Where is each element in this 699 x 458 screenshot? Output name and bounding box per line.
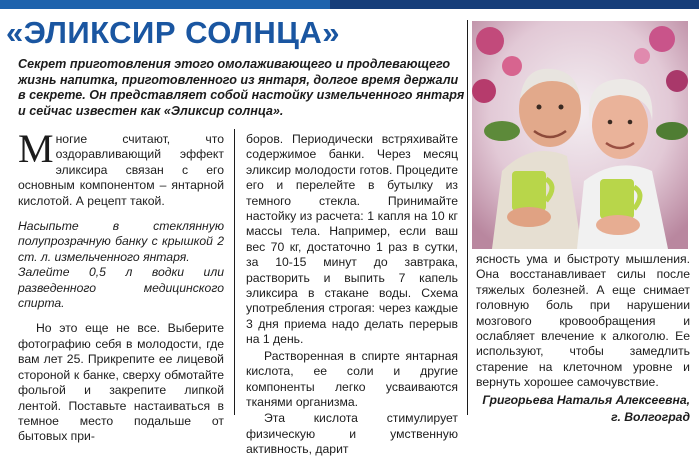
flower-icon bbox=[502, 56, 522, 76]
column-3 bbox=[476, 252, 690, 425]
green-mug-icon bbox=[512, 171, 546, 211]
woman-eye bbox=[628, 120, 633, 125]
flower-icon bbox=[666, 70, 688, 92]
recipe-step-2: Залейте 0,5 л водки или разведенного медицинского спирта. bbox=[18, 265, 224, 311]
column-2-paragraph-2: Растворенная в спирте янтарная кислота, ее соли и другие компоненты легко усваиваются тканями организма. bbox=[246, 348, 458, 409]
recipe-note bbox=[18, 219, 224, 311]
article-title: «ЭЛИКСИР СОЛНЦА» bbox=[6, 15, 340, 50]
elderly-couple-photo bbox=[472, 21, 688, 249]
woman-hand bbox=[596, 215, 640, 235]
top-bar-segment-left bbox=[0, 0, 330, 9]
man-eye bbox=[537, 105, 542, 110]
column-1-paragraph-1-text: ногие считают, что оздоравливающий эффект эликсира связан с его основным компонентом – янтарной кислотой. А рецепт такой. bbox=[18, 132, 224, 208]
photo-illustration bbox=[472, 21, 688, 249]
man-hand bbox=[507, 207, 551, 227]
green-mug-icon bbox=[600, 179, 634, 219]
flower-icon bbox=[634, 48, 650, 64]
top-color-bar bbox=[0, 0, 699, 9]
column-divider-1 bbox=[234, 129, 235, 415]
author-name: Григорьева Наталья Алексеевна, bbox=[482, 392, 690, 407]
column-1 bbox=[18, 126, 224, 445]
author-city: г. Волгоград bbox=[611, 410, 690, 425]
man-eye bbox=[559, 105, 564, 110]
top-bar-segment-right bbox=[330, 0, 699, 9]
flower-icon bbox=[649, 26, 675, 52]
column-1-paragraph-2: Но это еще не все. Выберите фотографию себя в молодости, где вам лет 25. Прикрепите ее лицевой стороной к банке, сверху обмотайте фольгой и закрепите липкой лентой. Поставьте настаиваться в темное место подальше от бытовых при- bbox=[18, 321, 224, 444]
leaf-icon bbox=[484, 121, 520, 141]
column-1-paragraph-1 bbox=[18, 126, 224, 209]
leaf-icon bbox=[656, 122, 688, 140]
recipe-step-1: Насыпьте в стеклянную полупрозрачную банку с крышкой 2 ст. л. измельченного янтаря. bbox=[18, 219, 224, 264]
drop-cap: М bbox=[18, 126, 54, 171]
woman-eye bbox=[608, 120, 613, 125]
column-divider-2 bbox=[467, 20, 468, 415]
column-2-paragraph-3: Эта кислота стимулирует физическую и умственную активность, дарит bbox=[246, 411, 458, 457]
column-3-paragraph-1: ясность ума и быстроту мышления. Она восстанавливает силы после тяжелых болезней. А еще снимает головную боль при нарушении мозгового кровообращения и ослабляет влечение к алкоголю. Ее используют, чтобы замедлить старение на клеточном уровне и вернуть хорошее самочувствие. bbox=[476, 252, 690, 390]
flower-icon bbox=[472, 79, 496, 103]
column-2-paragraph-1: боров. Периодически встряхивайте содержимое банки. Через месяц эликсир молодости готов. Процедите его и перелейте в бутылку из темного стекла. Принимайте настойку из расчета: 1 капля на 10 кг массы тела. Например, если ваш вес 70 кг, достаточно 1 раз в сутки, за 10-15 минут до завтрака, растворить и выпить 7 капель эликсира в стакане воды. Схема употребления строгая: через каждые 3 дня приема надо делать перерыв на 1 день. bbox=[246, 132, 458, 347]
flower-icon bbox=[476, 27, 504, 55]
column-2 bbox=[246, 132, 458, 458]
article-lead: Секрет приготовления этого омолаживающего и продлевающего жизнь напитка, приготовленного из янтаря, долгое время держали в секрете. Он представляет собой настойку измельченного янтаря и сейчас известен как «Эликсир солнца». bbox=[18, 57, 465, 118]
